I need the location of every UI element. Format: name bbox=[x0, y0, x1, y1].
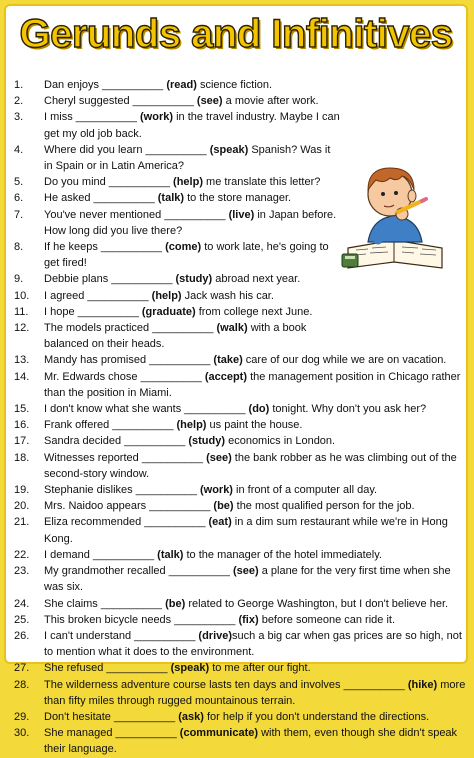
exercise-sentence bbox=[44, 239, 340, 271]
exercise-sentence bbox=[44, 725, 466, 757]
sentence-start: I don't know what she wants __________ bbox=[44, 403, 249, 416]
sentence-start: The models practiced __________ bbox=[44, 322, 217, 335]
verb-prompt: (speak) bbox=[209, 143, 249, 156]
exercise-number: 12. bbox=[14, 322, 30, 335]
sentence-start: Don't hesitate __________ bbox=[44, 710, 179, 723]
exercise-list bbox=[14, 77, 466, 758]
sentence-end: in Japan before. How long did you live there? bbox=[44, 208, 337, 237]
verb-prompt: (take) bbox=[213, 354, 243, 367]
exercise-item bbox=[14, 401, 466, 417]
verb-prompt: (speak) bbox=[170, 662, 210, 675]
sentence-end: for help if you don't understand the directions. bbox=[203, 710, 430, 723]
verb-prompt: (help) bbox=[176, 419, 207, 432]
exercise-sentence bbox=[44, 547, 466, 563]
verb-prompt: (study) bbox=[175, 273, 213, 286]
sentence-start: Mr. Edwards chose __________ bbox=[44, 370, 205, 383]
sentence-start: She managed __________ bbox=[44, 727, 180, 740]
sentence-start: Dan enjoys __________ bbox=[44, 79, 167, 91]
exercise-number: 21. bbox=[14, 516, 30, 529]
exercise-item bbox=[14, 433, 466, 449]
exercise-number: 26. bbox=[14, 629, 30, 642]
exercise-sentence bbox=[44, 109, 340, 141]
exercise-number: 20. bbox=[14, 500, 30, 513]
exercise-number: 3. bbox=[14, 111, 24, 124]
sentence-start: Sandra decided __________ bbox=[44, 435, 189, 448]
sentence-end: to the manager of the hotel immediately. bbox=[183, 548, 382, 561]
exercise-sentence bbox=[44, 77, 466, 93]
sentence-start: Frank offered __________ bbox=[44, 419, 177, 432]
verb-prompt: (work) bbox=[199, 484, 233, 497]
exercise-number: 13. bbox=[14, 354, 30, 367]
verb-prompt: (talk) bbox=[157, 192, 185, 205]
exercise-number: 6. bbox=[14, 192, 24, 205]
sentence-end: tonight. Why don't you ask her? bbox=[269, 403, 427, 416]
exercise-item bbox=[14, 514, 466, 546]
exercise-number: 18. bbox=[14, 451, 30, 464]
exercise-number: 17. bbox=[14, 435, 30, 448]
exercise-sentence bbox=[44, 304, 340, 320]
sentence-end: to the store manager. bbox=[184, 192, 292, 205]
exercise-number: 1. bbox=[14, 79, 24, 91]
exercise-number: 24. bbox=[14, 597, 30, 610]
exercise-sentence bbox=[44, 433, 466, 449]
verb-prompt: (live) bbox=[228, 208, 255, 221]
sentence-end: to me after our fight. bbox=[209, 662, 311, 675]
exercise-sentence bbox=[44, 628, 466, 660]
verb-prompt: (eat) bbox=[208, 516, 232, 529]
verb-prompt: (read) bbox=[166, 79, 197, 91]
verb-prompt: (drive) bbox=[198, 629, 233, 642]
sentence-end: the most qualified person for the job. bbox=[233, 500, 415, 513]
exercise-number: 10. bbox=[14, 289, 30, 302]
exercise-item bbox=[14, 320, 466, 352]
exercise-sentence bbox=[44, 514, 466, 546]
exercise-item bbox=[14, 271, 466, 287]
exercise-sentence bbox=[44, 320, 340, 352]
sentence-end: from college next June. bbox=[195, 305, 313, 318]
exercise-sentence bbox=[44, 207, 340, 239]
sentence-end: a movie after work. bbox=[222, 95, 319, 108]
verb-prompt: (graduate) bbox=[141, 305, 196, 318]
exercise-item bbox=[14, 677, 466, 709]
sentence-end: science fiction. bbox=[196, 79, 273, 91]
sentence-start: I agreed __________ bbox=[44, 289, 152, 302]
sentence-end: Jack wash his car. bbox=[181, 289, 274, 302]
verb-prompt: (be) bbox=[165, 597, 186, 610]
sentence-start: You've never mentioned __________ bbox=[44, 208, 229, 221]
sentence-end: the management position in Chicago rather than the position in Miami. bbox=[44, 370, 461, 399]
sentence-end: with a book balanced on their heads. bbox=[44, 322, 307, 351]
verb-prompt: (communicate) bbox=[179, 727, 259, 740]
verb-prompt: (see) bbox=[196, 95, 223, 108]
sentence-start: I miss __________ bbox=[44, 111, 141, 124]
verb-prompt: (be) bbox=[213, 500, 234, 513]
sentence-start: Stephanie dislikes __________ bbox=[44, 484, 200, 497]
sentence-start: I can't understand __________ bbox=[44, 629, 199, 642]
exercise-number: 5. bbox=[14, 176, 24, 189]
sentence-start: I demand __________ bbox=[44, 548, 158, 561]
exercise-item bbox=[14, 612, 466, 628]
sentence-end: related to George Washington, but I don't believe her. bbox=[185, 597, 449, 610]
exercise-number: 16. bbox=[14, 419, 30, 432]
sentence-end: a plane for the very first time when she was six. bbox=[44, 565, 451, 594]
exercise-sentence bbox=[44, 677, 466, 709]
verb-prompt: (see) bbox=[232, 565, 259, 578]
sentence-end: care of our dog while we are on vacation. bbox=[242, 354, 447, 367]
exercise-number: 25. bbox=[14, 613, 30, 626]
exercise-item bbox=[14, 596, 466, 612]
exercise-number: 8. bbox=[14, 241, 24, 254]
exercise-number: 4. bbox=[14, 143, 24, 156]
exercise-sentence bbox=[44, 352, 466, 368]
exercise-sentence bbox=[44, 142, 340, 174]
exercise-item bbox=[14, 190, 466, 206]
exercise-item bbox=[14, 369, 466, 401]
exercise-number: 27. bbox=[14, 662, 30, 675]
exercise-item bbox=[14, 417, 466, 433]
sentence-start: Mrs. Naidoo appears __________ bbox=[44, 500, 214, 513]
exercise-item bbox=[14, 109, 466, 141]
exercise-item bbox=[14, 93, 466, 109]
exercise-item bbox=[14, 304, 466, 320]
sentence-end: to work late, he's going to get fired! bbox=[44, 241, 329, 270]
sentence-end: Spanish? Was it in Spain or in Latin America? bbox=[44, 143, 331, 173]
sentence-end: us paint the house. bbox=[206, 419, 303, 432]
verb-prompt: (work) bbox=[140, 111, 174, 124]
exercise-number: 15. bbox=[14, 403, 30, 416]
verb-prompt: (come) bbox=[165, 241, 202, 254]
exercise-sentence bbox=[44, 482, 466, 498]
exercise-sentence bbox=[44, 288, 340, 304]
sentence-end: the bank robber as he was climbing out of the second-story window. bbox=[44, 451, 457, 480]
sentence-start: Eliza recommended __________ bbox=[44, 516, 209, 529]
sentence-end: more than fifty miles through rugged mountainous terrain. bbox=[44, 678, 466, 707]
exercise-sentence bbox=[44, 401, 466, 417]
verb-prompt: (ask) bbox=[178, 710, 204, 723]
sentence-end: such a big car when gas prices are so high, not to mention what it does to the environment. bbox=[44, 629, 462, 659]
exercise-sentence bbox=[44, 417, 466, 433]
exercise-number: 14. bbox=[14, 370, 30, 383]
exercise-number: 9. bbox=[14, 273, 24, 286]
exercise-sentence bbox=[44, 596, 466, 612]
exercise-number: 30. bbox=[14, 727, 30, 740]
exercise-sentence bbox=[44, 174, 340, 190]
exercise-sentence bbox=[44, 450, 466, 482]
verb-prompt: (help) bbox=[173, 176, 203, 189]
sentence-start: The wilderness adventure course lasts ten days and involves __________ bbox=[44, 678, 408, 691]
sentence-start: He asked __________ bbox=[44, 192, 158, 205]
exercise-number: 22. bbox=[14, 548, 30, 561]
exercise-number: 28. bbox=[14, 678, 30, 691]
sentence-start: Cheryl suggested __________ bbox=[44, 95, 197, 108]
verb-prompt: (talk) bbox=[157, 548, 184, 561]
exercise-sentence bbox=[44, 563, 466, 595]
exercise-item bbox=[14, 660, 466, 676]
exercise-item bbox=[14, 174, 466, 190]
verb-prompt: (hike) bbox=[407, 678, 438, 691]
sentence-end: abroad next year. bbox=[212, 273, 301, 286]
sentence-start: My grandmother recalled __________ bbox=[44, 565, 233, 578]
exercise-item bbox=[14, 352, 466, 368]
exercise-number: 2. bbox=[14, 95, 24, 108]
sentence-start: If he keeps __________ bbox=[44, 241, 166, 254]
sentence-start: Where did you learn __________ bbox=[44, 143, 210, 156]
sentence-start: Debbie plans __________ bbox=[44, 273, 176, 286]
exercise-item bbox=[14, 288, 466, 304]
exercise-item bbox=[14, 482, 466, 498]
verb-prompt: (accept) bbox=[204, 370, 248, 383]
exercise-sentence bbox=[44, 93, 466, 109]
exercise-number: 23. bbox=[14, 565, 30, 578]
verb-prompt: (do) bbox=[248, 403, 270, 416]
exercise-sentence bbox=[44, 612, 466, 628]
exercise-item bbox=[14, 142, 466, 174]
sentence-end: in the travel industry. Maybe I can get my old job back. bbox=[44, 111, 340, 140]
sentence-start: She claims __________ bbox=[44, 597, 166, 610]
sentence-start: I hope __________ bbox=[44, 305, 142, 318]
exercise-number: 29. bbox=[14, 710, 30, 723]
worksheet-page bbox=[4, 4, 468, 756]
exercise-item bbox=[14, 77, 466, 93]
sentence-start: This broken bicycle needs __________ bbox=[44, 613, 239, 626]
exercise-item bbox=[14, 207, 466, 239]
sentence-end: before someone can ride it. bbox=[258, 613, 395, 626]
exercise-number: 19. bbox=[14, 484, 30, 497]
verb-prompt: (study) bbox=[188, 435, 226, 448]
sentence-start: Witnesses reported __________ bbox=[44, 451, 207, 464]
exercise-item bbox=[14, 239, 466, 271]
sentence-end: in front of a computer all day. bbox=[232, 484, 378, 497]
exercise-sentence bbox=[44, 190, 340, 206]
sentence-end: economics in London. bbox=[225, 435, 336, 448]
exercise-sentence bbox=[44, 271, 340, 287]
exercise-item bbox=[14, 547, 466, 563]
verb-prompt: (help) bbox=[151, 289, 182, 302]
sentence-start: She refused __________ bbox=[44, 662, 171, 675]
sentence-end: with them, even though she didn't speak their language. bbox=[44, 727, 458, 756]
exercise-item bbox=[14, 709, 466, 725]
sentence-end: in a dim sum restaurant while we're in Hong Kong. bbox=[44, 516, 448, 545]
exercise-sentence bbox=[44, 709, 466, 725]
worksheet-title: Gerunds and Infinitives bbox=[19, 12, 453, 56]
verb-prompt: (see) bbox=[206, 451, 232, 464]
exercise-item bbox=[14, 498, 466, 514]
exercise-item bbox=[14, 563, 466, 595]
exercise-sentence bbox=[44, 498, 466, 514]
exercise-item bbox=[14, 628, 466, 660]
exercise-number: 11. bbox=[14, 305, 29, 318]
exercise-item bbox=[14, 725, 466, 757]
sentence-start: Mandy has promised __________ bbox=[44, 354, 214, 367]
verb-prompt: (walk) bbox=[216, 322, 248, 335]
exercise-sentence bbox=[44, 369, 466, 401]
exercise-number: 7. bbox=[14, 208, 24, 221]
exercise-sentence bbox=[44, 660, 466, 676]
sentence-end: me translate this letter? bbox=[203, 176, 321, 189]
exercise-item bbox=[14, 450, 466, 482]
sentence-start: Do you mind __________ bbox=[44, 176, 174, 189]
verb-prompt: (fix) bbox=[238, 613, 259, 626]
